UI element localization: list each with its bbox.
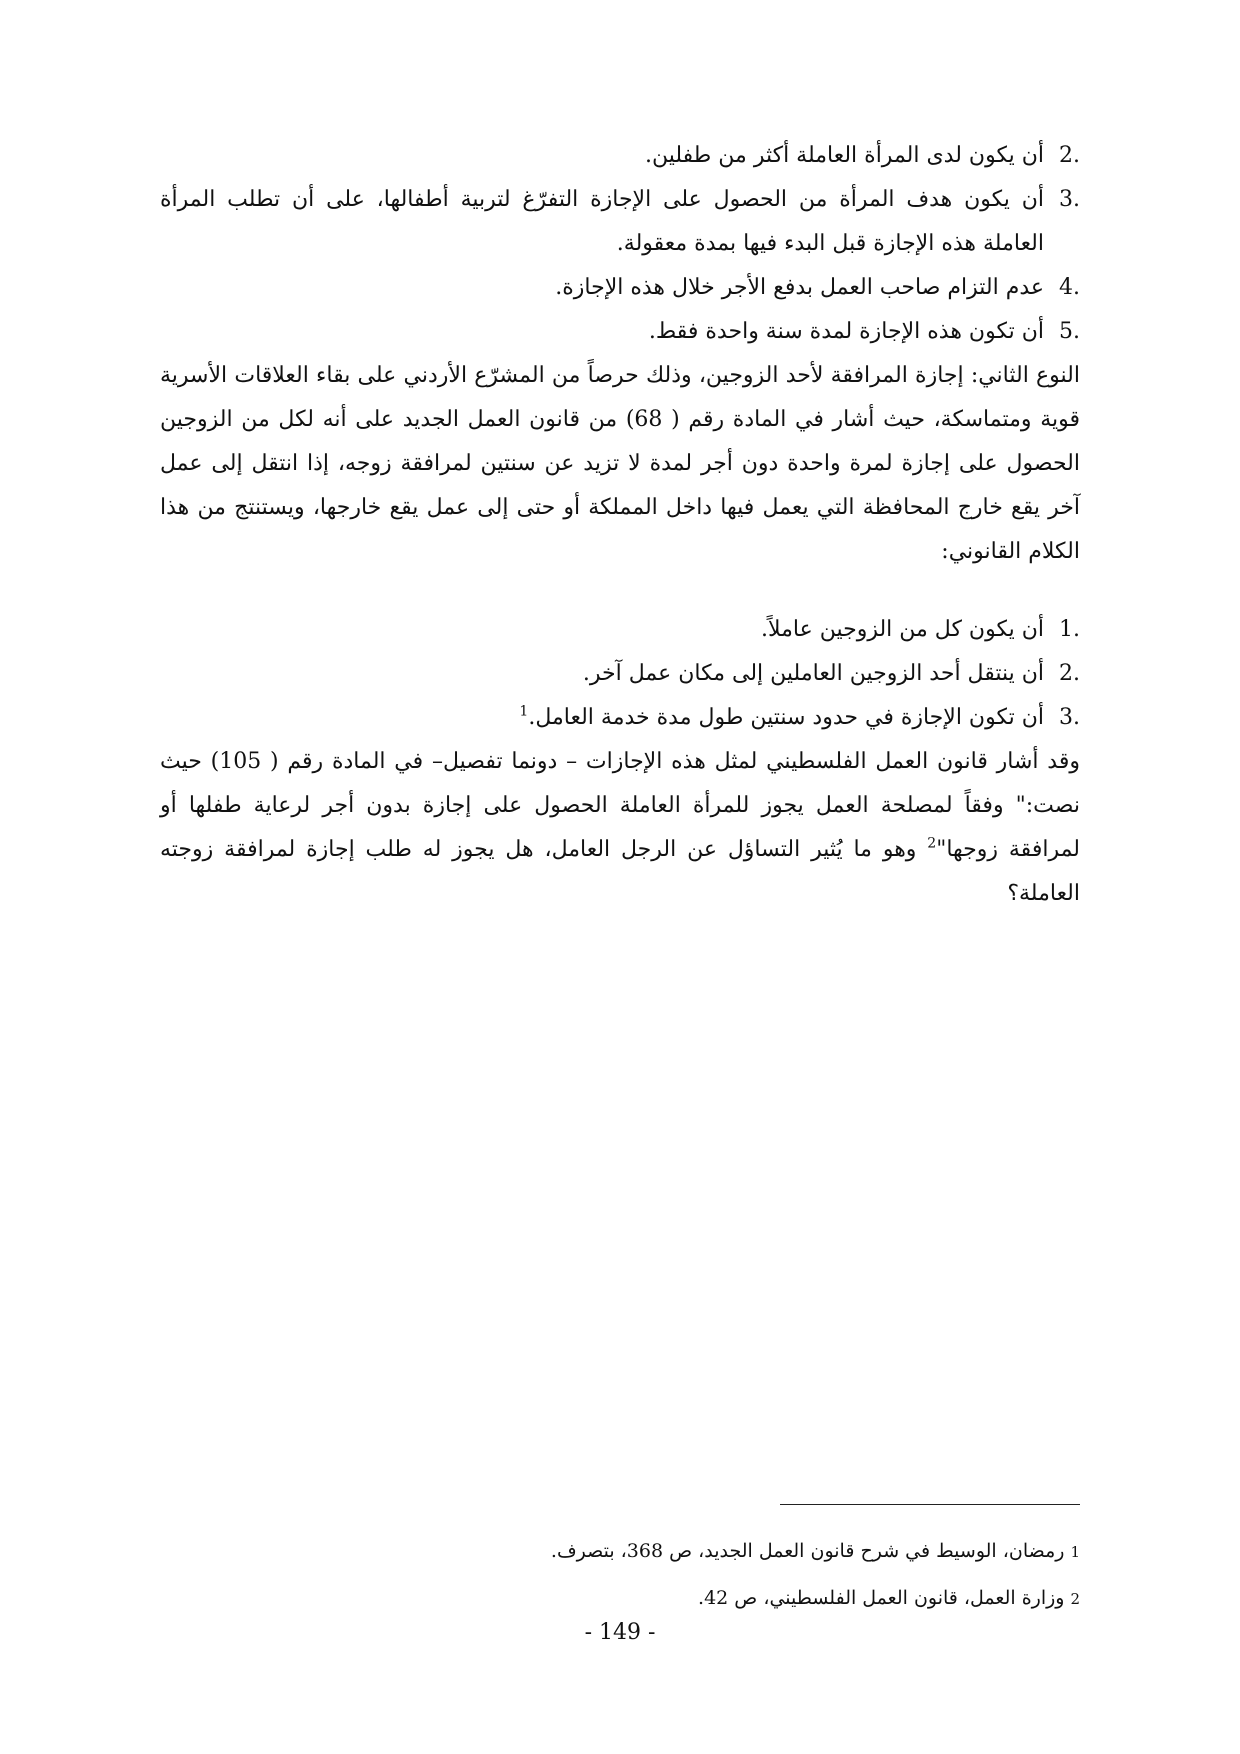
list-item [160, 178, 1080, 266]
list-item-number: .3 [1059, 187, 1080, 212]
footnote-text: وزارة العمل، قانون العمل الفلسطيني، ص 42. [698, 1587, 1065, 1609]
footnote [160, 1575, 1080, 1622]
list-item-text: أن يكون هدف المرأة من الحصول على الإجازة التفرّغ لتربية أطفالها، على أن تطلب المرأة العاملة هذه الإجازة قبل البدء فيها بمدة معقولة. [160, 187, 1044, 256]
list-item-text: أن تكون هذه الإجازة لمدة سنة واحدة فقط. [648, 319, 1044, 344]
list-item-text [160, 696, 1044, 740]
list-item-number: .2 [1059, 143, 1080, 168]
footnote-number: 2 [1070, 1590, 1080, 1608]
list-item-number: .3 [1059, 705, 1080, 730]
list-item-number: .1 [1059, 617, 1080, 642]
paragraph-second-type: النوع الثاني: إجازة المرافقة لأحد الزوجين، وذلك حرصاً من المشرّع الأردني على بقاء العلاقات الأسرية قوية ومتماسكة، حيث أشار في المادة رقم ( 68) من قانون العمل الجديد على أنه لكل من الزوجين الحصول على إجازة لمرة واحدة دون أجر لمدة لا تزيد عن سنتين لمرافقة زوجه، إذا انتقل إلى عمل آخر يقع خارج المحافظة التي يعمل فيها داخل المملكة أو حتى إلى عمل يقع خارجها، ويستنتج من هذا الكلام القانوني: [160, 363, 1080, 564]
list-item-text: أن يكون كل من الزوجين عاملاً. [761, 617, 1044, 642]
footnote [160, 1528, 1080, 1575]
list-item [160, 266, 1080, 310]
list-item [160, 696, 1080, 740]
list-item [160, 310, 1080, 354]
conditions-list-2 [160, 608, 1080, 740]
footnote-text: رمضان، الوسيط في شرح قانون العمل الجديد، ص 368، بتصرف. [550, 1540, 1065, 1562]
footnote-separator [780, 1504, 1080, 1505]
list-item [160, 134, 1080, 178]
paragraph-text-part-1: وقد أشار قانون العمل الفلسطيني لمثل هذه الإجازات – دونما تفصيل– في المادة رقم ( 105) حيث نصت:" وفقاً لمصلحة العمل يجوز للمرأة العاملة الحصول على إجازة بدون أجر لرعاية طفلها أو لمرافقة زوجها" [160, 749, 1081, 862]
list-item-text: عدم التزام صاحب العمل بدفع الأجر خلال هذه الإجازة. [555, 275, 1044, 300]
footnote-reference: 1 [519, 703, 529, 720]
list-item-number: .4 [1059, 275, 1080, 300]
list-item-text: أن يكون لدى المرأة العاملة أكثر من طفلين. [645, 143, 1044, 168]
paragraph-palestinian-law [160, 740, 1080, 916]
footnote-reference: 2 [927, 835, 937, 852]
list-item [160, 652, 1080, 696]
conditions-list-1 [160, 134, 1080, 354]
page-number: - 149 - [584, 1620, 656, 1645]
list-item-number: .5 [1059, 319, 1080, 344]
paragraph-text-part-2: وهو ما يُثير التساؤل عن الرجل العامل، هل يجوز له طلب إجازة لمرافقة زوجته العاملة؟ [160, 837, 1080, 906]
list-item [160, 608, 1080, 652]
list-item-text-content: أن تكون الإجازة في حدود سنتين طول مدة خدمة العامل. [528, 705, 1044, 730]
list-item-text: أن ينتقل أحد الزوجين العاملين إلى مكان عمل آخر. [582, 661, 1044, 686]
list-item-number: .2 [1059, 661, 1080, 686]
footnote-number: 1 [1070, 1543, 1080, 1561]
footnotes [160, 1528, 1080, 1622]
